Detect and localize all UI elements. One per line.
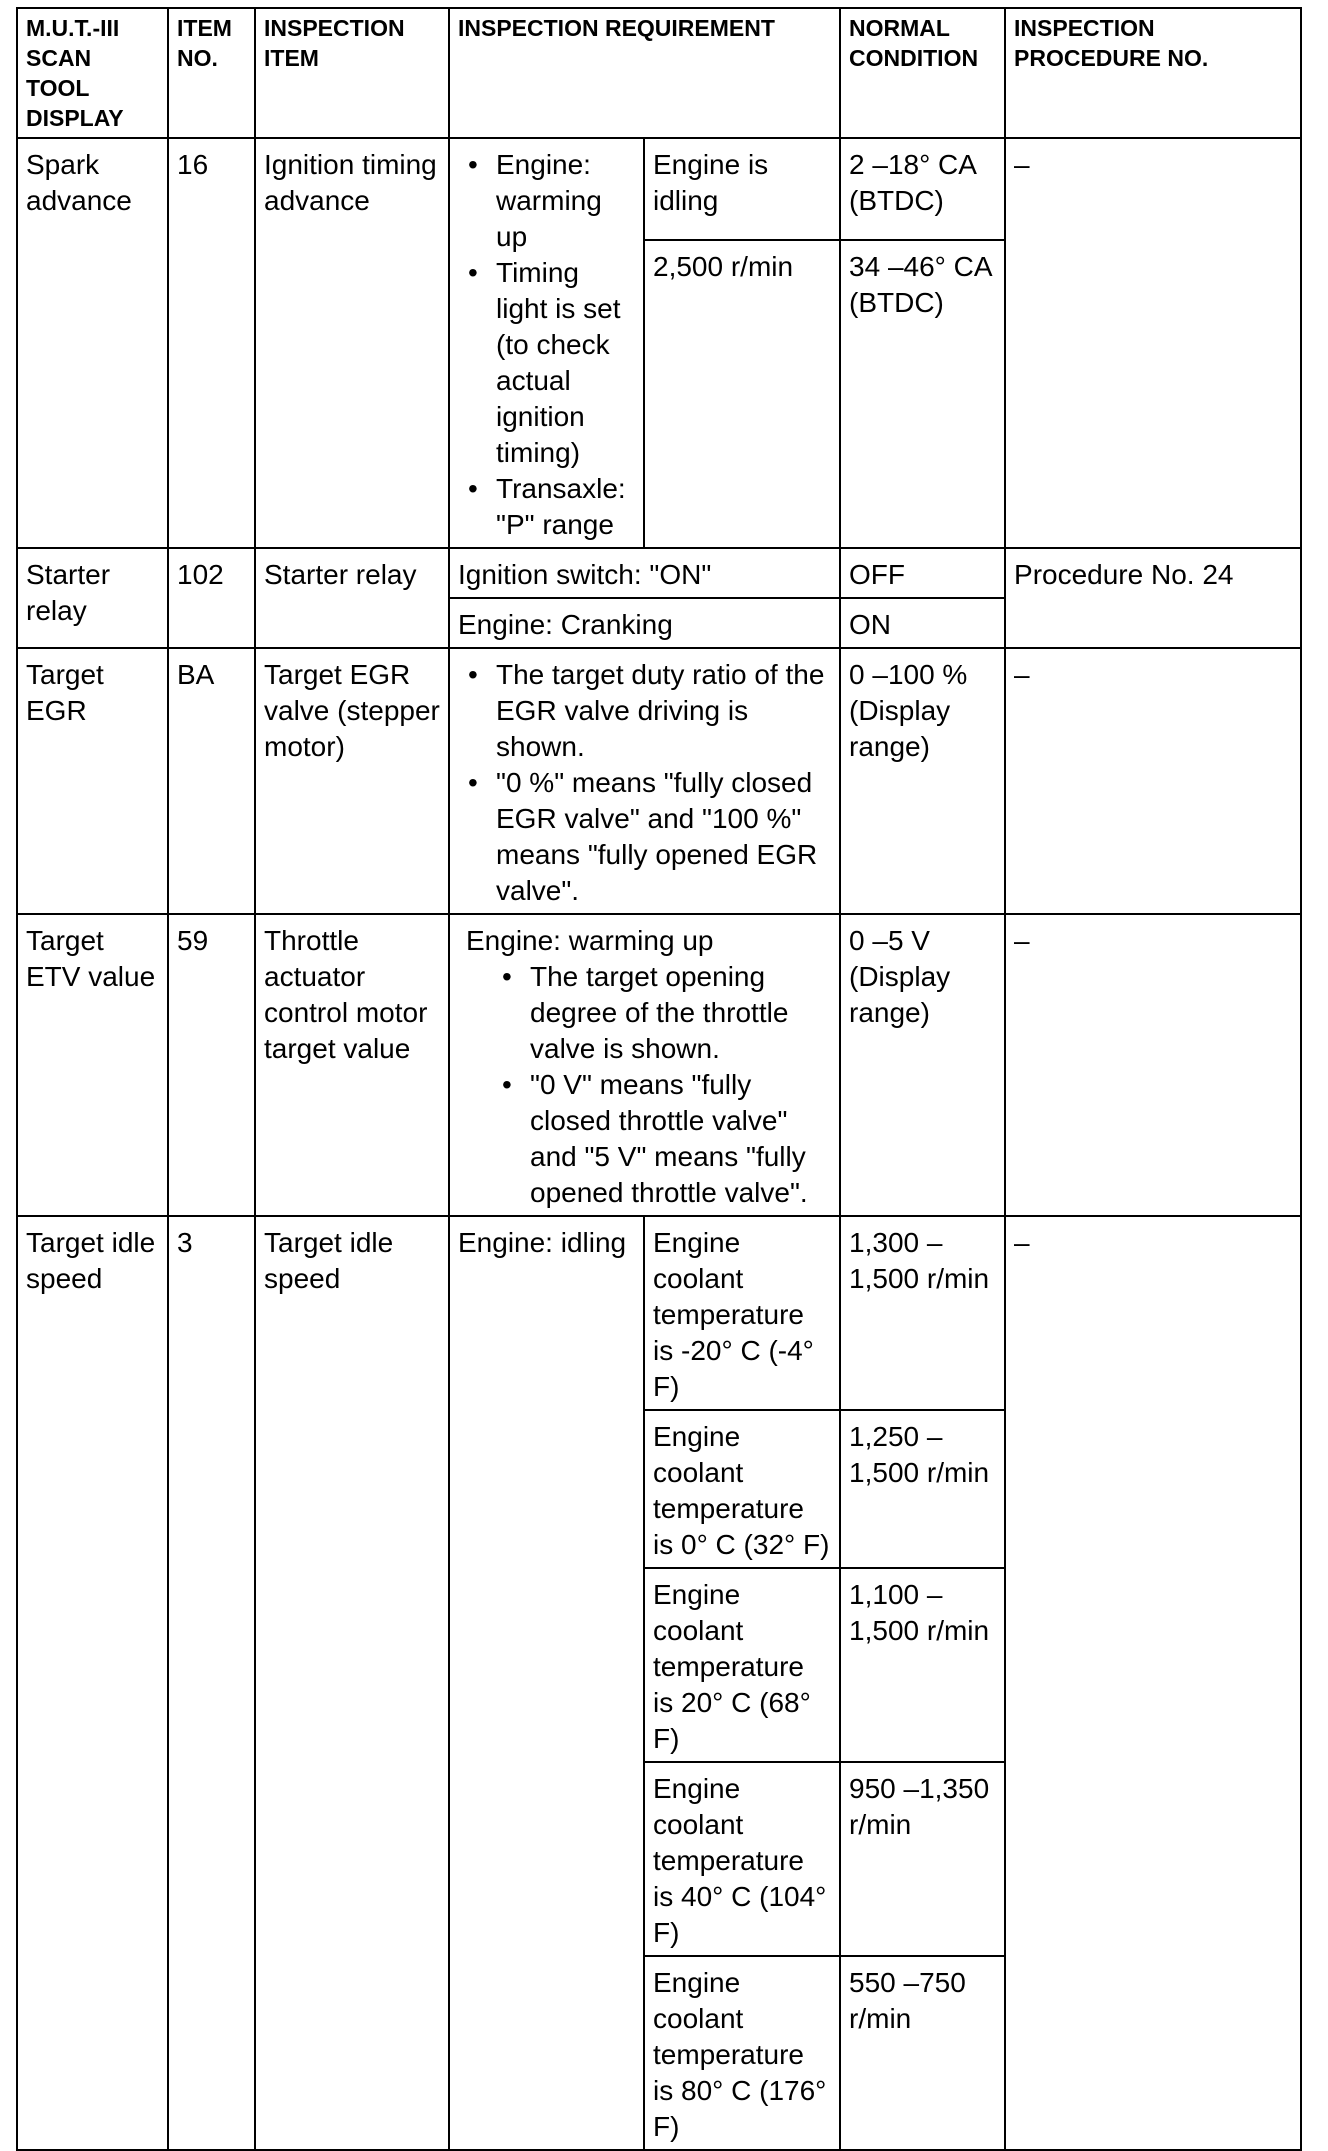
etv-item: Throttle actuator control motor target value xyxy=(255,914,449,1216)
list-item: • The target opening degree of the throttle valve is shown. xyxy=(530,959,831,1067)
idle-condition-0: Engine coolant temperature is 0° C (32° F) xyxy=(644,1410,840,1568)
etv-normal: 0 –5 V (Display range) xyxy=(840,914,1005,1216)
starter-procedure: Procedure No. 24 xyxy=(1005,548,1301,648)
egr-procedure: – xyxy=(1005,648,1301,914)
idle-normal-minus20: 1,300 – 1,500 r/min xyxy=(840,1216,1005,1410)
list-item: • Engine: warming up xyxy=(496,147,635,255)
spark-requirement xyxy=(449,138,644,548)
table-row xyxy=(17,914,1301,1216)
header-normal: NORMAL CONDITION xyxy=(840,8,1005,138)
list-item: • "0 %" means "fully closed EGR valve" and "100 %" means "fully opened EGR valve". xyxy=(496,765,831,909)
etv-item-no: 59 xyxy=(168,914,255,1216)
table-row xyxy=(17,138,1301,240)
idle-condition-40: Engine coolant temperature is 40° C (104° F) xyxy=(644,1762,840,1956)
starter-item-no: 102 xyxy=(168,548,255,648)
header-item-no: ITEM NO. xyxy=(168,8,255,138)
spark-normal-idle: 2 –18° CA (BTDC) xyxy=(840,138,1005,240)
etv-requirement-intro: Engine: warming up xyxy=(466,925,714,956)
header-row xyxy=(17,8,1301,138)
idle-normal-40: 950 –1,350 r/min xyxy=(840,1762,1005,1956)
idle-normal-0: 1,250 – 1,500 r/min xyxy=(840,1410,1005,1568)
idle-display: Target idle speed xyxy=(17,1216,168,2150)
etv-requirement xyxy=(449,914,840,1216)
etv-display: Target ETV value xyxy=(17,914,168,1216)
egr-item: Target EGR valve (stepper motor) xyxy=(255,648,449,914)
table-row xyxy=(17,648,1301,914)
table-row xyxy=(17,1216,1301,1410)
spark-display: Spark advance xyxy=(17,138,168,548)
etv-procedure: – xyxy=(1005,914,1301,1216)
idle-procedure: – xyxy=(1005,1216,1301,2150)
idle-condition-minus20: Engine coolant temperature is -20° C (-4° F) xyxy=(644,1216,840,1410)
starter-requirement-cranking: Engine: Cranking xyxy=(449,598,840,648)
spark-condition-2500: 2,500 r/min xyxy=(644,240,840,548)
idle-condition-80: Engine coolant temperature is 80° C (176° F) xyxy=(644,1956,840,2150)
list-item: • Timing light is set (to check actual ignition timing) xyxy=(496,255,635,471)
header-procedure: INSPECTION PROCEDURE NO. xyxy=(1005,8,1301,138)
spark-item: Ignition timing advance xyxy=(255,138,449,548)
starter-normal-on: ON xyxy=(840,598,1005,648)
egr-requirement xyxy=(449,648,840,914)
starter-display: Starter relay xyxy=(17,548,168,648)
header-item: INSPECTION ITEM xyxy=(255,8,449,138)
starter-item: Starter relay xyxy=(255,548,449,648)
inspection-table xyxy=(16,7,1302,2151)
list-item: • The target duty ratio of the EGR valve driving is shown. xyxy=(496,657,831,765)
starter-requirement-on: Ignition switch: "ON" xyxy=(449,548,840,598)
spark-condition-idle: Engine is idling xyxy=(644,138,840,240)
starter-normal-off: OFF xyxy=(840,548,1005,598)
idle-condition-20: Engine coolant temperature is 20° C (68° F) xyxy=(644,1568,840,1762)
header-display: M.U.T.-III SCAN TOOL DISPLAY xyxy=(17,8,168,138)
spark-procedure: – xyxy=(1005,138,1301,548)
spark-normal-2500: 34 –46° CA (BTDC) xyxy=(840,240,1005,548)
idle-normal-20: 1,100 – 1,500 r/min xyxy=(840,1568,1005,1762)
egr-display: Target EGR xyxy=(17,648,168,914)
idle-item: Target idle speed xyxy=(255,1216,449,2150)
idle-item-no: 3 xyxy=(168,1216,255,2150)
egr-item-no: BA xyxy=(168,648,255,914)
table-row xyxy=(17,548,1301,598)
idle-requirement: Engine: idling xyxy=(449,1216,644,2150)
list-item: • Transaxle: "P" range xyxy=(496,471,635,543)
header-requirement: INSPECTION REQUIREMENT xyxy=(449,8,840,138)
egr-normal: 0 –100 % (Display range) xyxy=(840,648,1005,914)
list-item: • "0 V" means "fully closed throttle valve" and "5 V" means "fully opened throttle valve". xyxy=(530,1067,831,1211)
idle-normal-80: 550 –750 r/min xyxy=(840,1956,1005,2150)
spark-item-no: 16 xyxy=(168,138,255,548)
